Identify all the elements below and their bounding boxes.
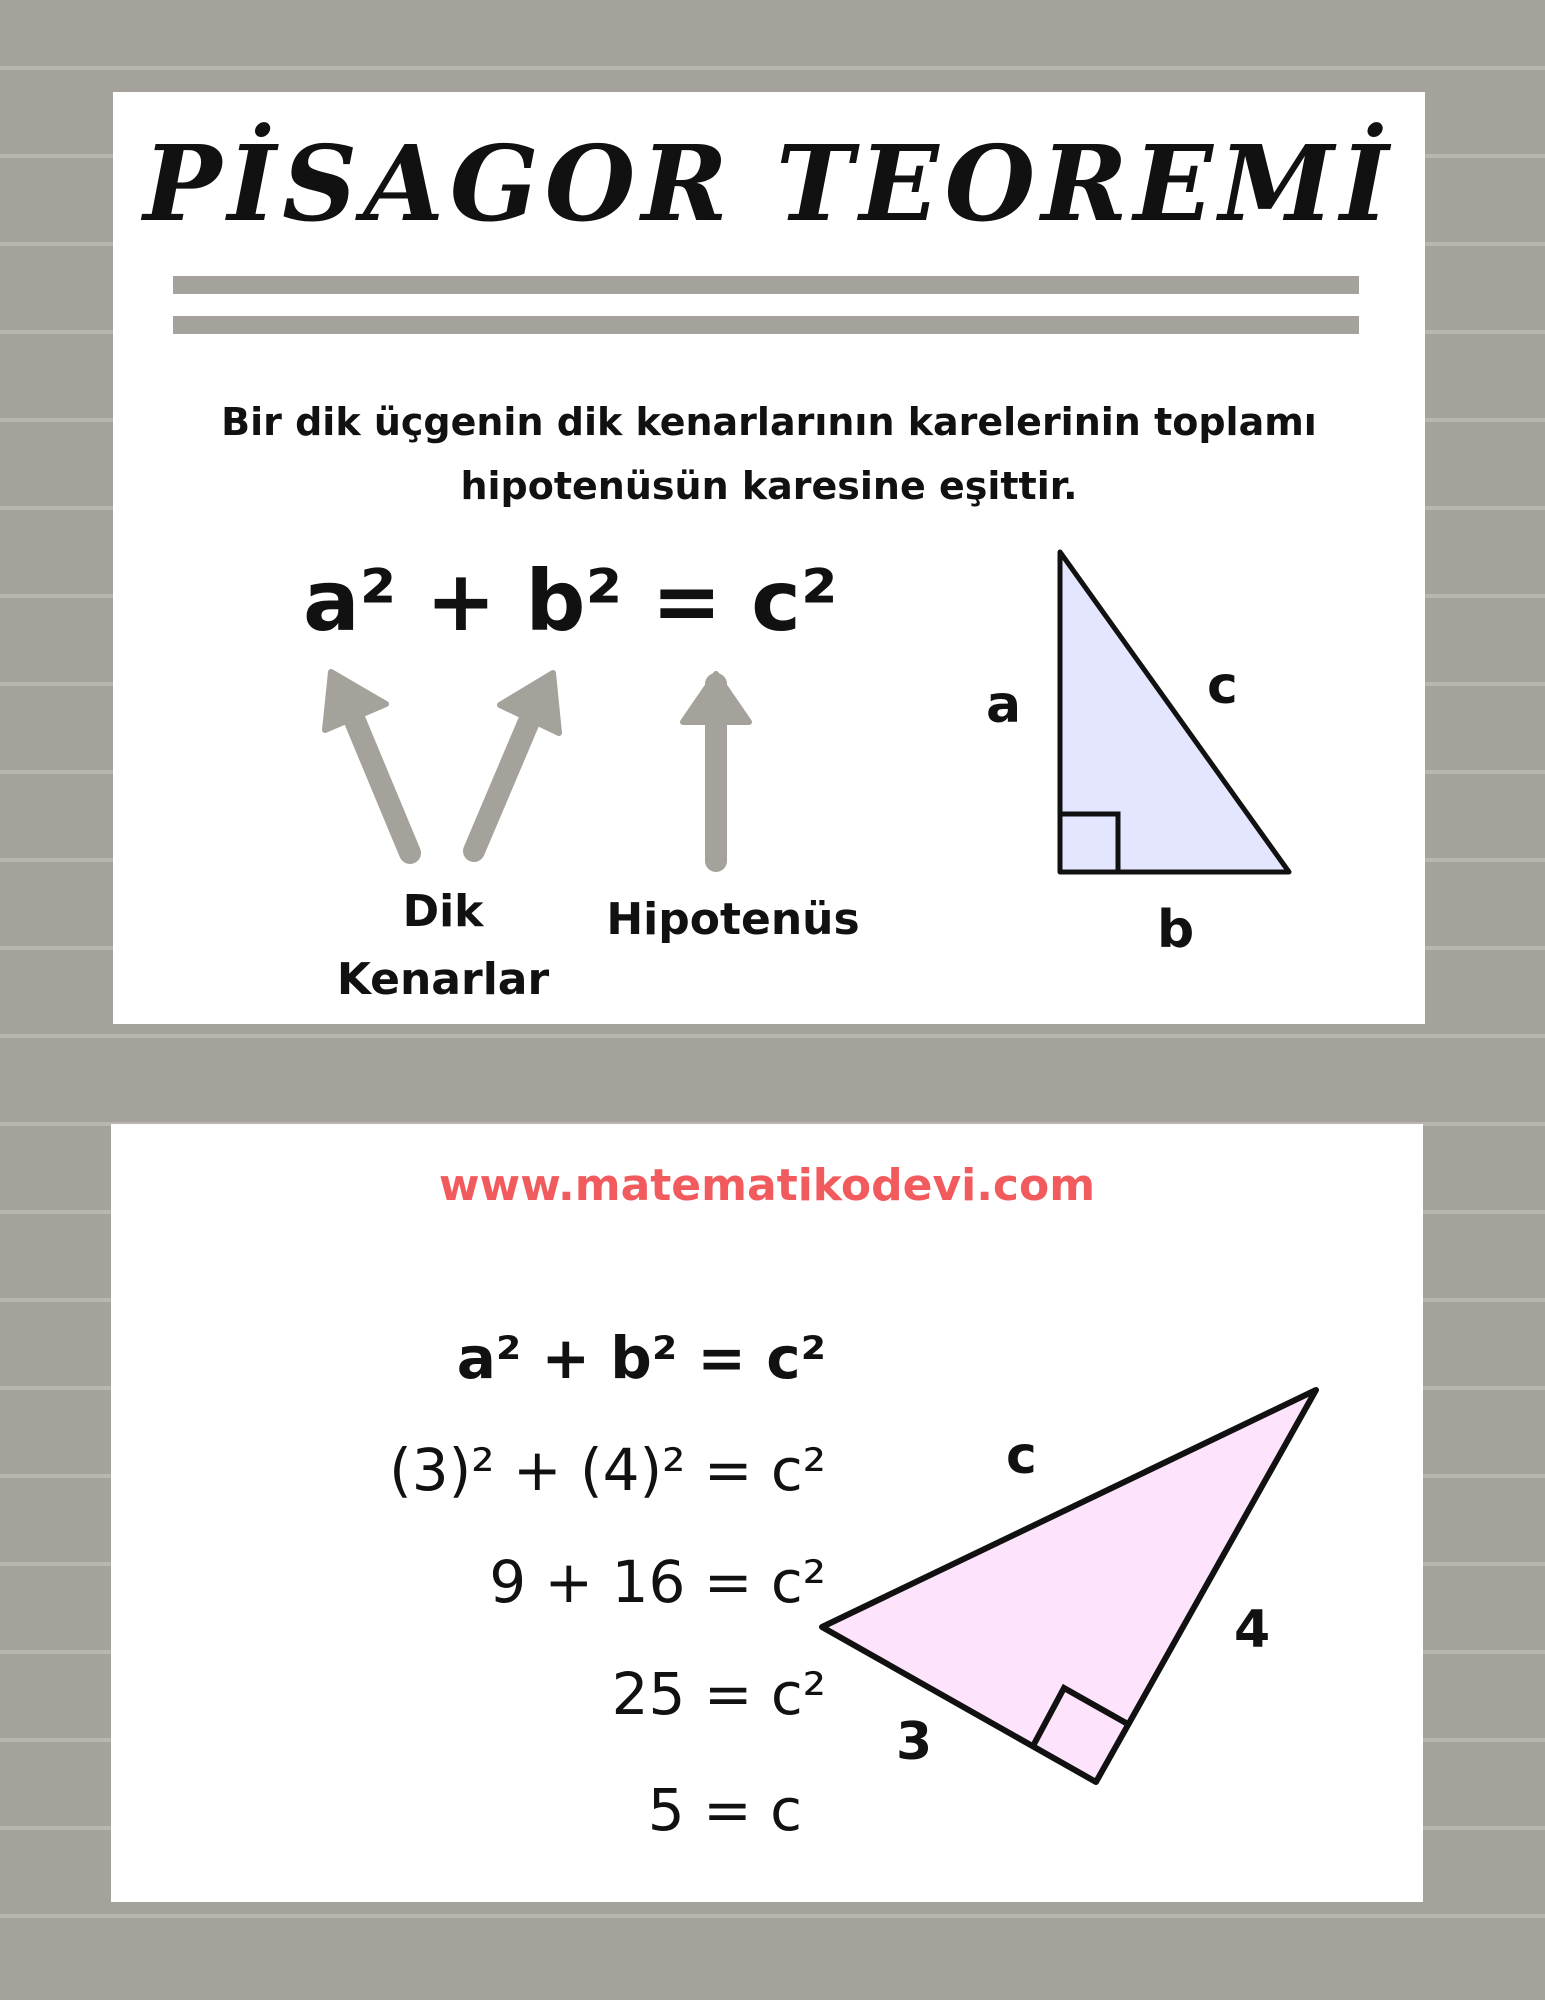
example-step-2: (3)² + (4)² = c² <box>389 1436 826 1504</box>
right-triangle-shape <box>1060 552 1289 872</box>
triangle-side-a-label: a <box>986 675 1022 735</box>
right-triangle-diagram <box>113 92 1425 1024</box>
legs-label-line-2: Kenarlar <box>336 954 550 1005</box>
website-link[interactable]: www.matematikodevi.com <box>438 1160 1096 1211</box>
hypotenuse-label: Hipotenüs <box>606 894 860 945</box>
statement-line-1: Bir dik üçgenin dik kenarlarının karelerinin toplamı <box>221 400 1317 444</box>
example-side-4-label: 4 <box>1234 1600 1271 1660</box>
page-title: PİSAGOR TEOREMİ <box>143 122 1395 245</box>
statement-line-2: hipotenüsün karesine eşittir. <box>460 464 1078 508</box>
example-side-3-label: 3 <box>896 1712 933 1772</box>
example-step-5: 5 = c <box>647 1776 802 1844</box>
theorem-formula: a² + b² = c² <box>303 552 838 650</box>
example-side-c-label: c <box>1006 1426 1037 1486</box>
triangle-side-b-label: b <box>1157 900 1195 960</box>
triangle-side-c-label: c <box>1207 656 1238 716</box>
example-step-1: a² + b² = c² <box>456 1324 826 1392</box>
example-step-4: 25 = c² <box>611 1660 826 1728</box>
legs-label-line-1: Dik <box>402 886 484 937</box>
theorem-card <box>113 92 1425 1024</box>
example-card <box>111 1124 1423 1902</box>
example-triangle-diagram <box>111 1124 1423 1902</box>
example-step-3: 9 + 16 = c² <box>489 1548 826 1616</box>
